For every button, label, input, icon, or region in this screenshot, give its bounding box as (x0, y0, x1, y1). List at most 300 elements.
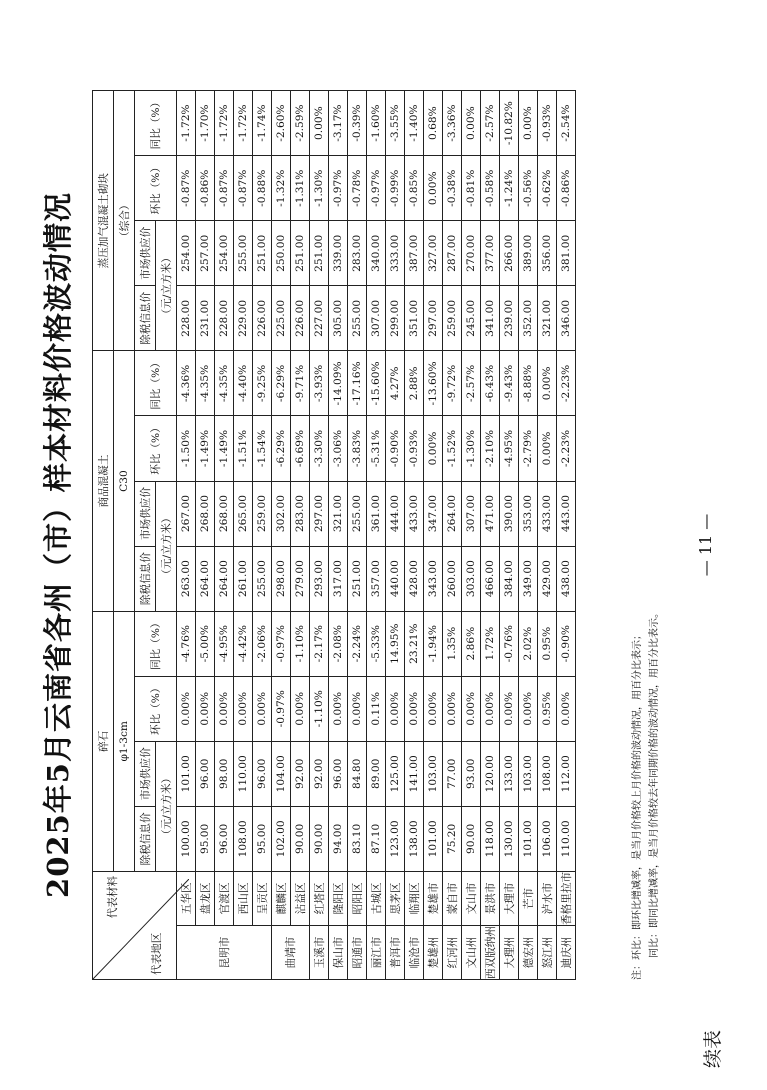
value-cell: -0.93% (538, 91, 557, 156)
city-cell: 怒江州 (538, 925, 557, 979)
value-cell: 125.00 (386, 741, 405, 806)
value-cell: 387.00 (405, 221, 424, 286)
value-cell: 297.00 (424, 286, 443, 351)
value-cell: 108.00 (538, 741, 557, 806)
value-cell: 259.00 (253, 481, 272, 546)
table-body (177, 91, 576, 980)
city-cell: 楚雄州 (424, 925, 443, 979)
value-cell: -3.55% (386, 91, 405, 156)
value-cell: -4.95% (500, 416, 519, 481)
value-cell: 433.00 (538, 481, 557, 546)
value-cell: 226.00 (291, 286, 310, 351)
value-cell: 0.00% (462, 91, 481, 156)
value-cell: 0.00% (500, 676, 519, 741)
value-cell: 0.00% (538, 416, 557, 481)
value-cell: 357.00 (367, 546, 386, 611)
unit-label: （元/立方米） (156, 221, 177, 351)
district-cell: 红塔区 (310, 871, 329, 925)
value-cell: -0.93% (405, 416, 424, 481)
value-cell: -2.08% (329, 611, 348, 676)
value-cell: -0.90% (557, 611, 576, 676)
value-cell: -1.72% (234, 91, 253, 156)
value-cell: 110.00 (557, 806, 576, 871)
city-cell: 大理州 (500, 925, 519, 979)
group-spec-1: φ1-3cm (114, 611, 135, 871)
value-cell: 2.02% (519, 611, 538, 676)
table-row (424, 91, 443, 980)
value-cell: -1.60% (367, 91, 386, 156)
value-cell: 251.00 (310, 221, 329, 286)
value-cell: 101.00 (424, 806, 443, 871)
value-cell: 321.00 (329, 481, 348, 546)
value-cell: -2.59% (291, 91, 310, 156)
value-cell: 95.00 (253, 806, 272, 871)
value-cell: 112.00 (557, 741, 576, 806)
value-cell: 251.00 (253, 221, 272, 286)
value-cell: 381.00 (557, 221, 576, 286)
value-cell: 0.68% (424, 91, 443, 156)
district-cell: 芒市 (519, 871, 538, 925)
value-cell: 0.00% (519, 676, 538, 741)
value-cell: 123.00 (386, 806, 405, 871)
value-cell: -4.95% (215, 611, 234, 676)
value-cell: 103.00 (519, 741, 538, 806)
value-cell: -4.76% (177, 611, 196, 676)
value-cell: 346.00 (557, 286, 576, 351)
value-cell: 141.00 (405, 741, 424, 806)
value-cell: -1.24% (500, 156, 519, 221)
value-cell: 75.20 (443, 806, 462, 871)
value-cell: -2.54% (557, 91, 576, 156)
value-cell: 438.00 (557, 546, 576, 611)
value-cell: -0.97% (329, 156, 348, 221)
district-cell: 泸水市 (538, 871, 557, 925)
district-cell: 昭阳区 (348, 871, 367, 925)
value-cell: 356.00 (538, 221, 557, 286)
note-line-1: 注：环比：即环比增减率，是当月价格较上月价格的波动情况，用百分比表示； (632, 630, 643, 980)
value-cell: 1.72% (481, 611, 500, 676)
table-row (272, 91, 291, 980)
col-yoy: 同比（%） (135, 351, 177, 416)
city-cell: 曲靖市 (272, 925, 310, 979)
value-cell: -3.93% (310, 351, 329, 416)
city-cell: 德宏州 (519, 925, 538, 979)
value-cell: 0.00% (253, 676, 272, 741)
value-cell: -2.17% (310, 611, 329, 676)
value-cell: 254.00 (215, 221, 234, 286)
table-row (215, 91, 234, 980)
value-cell: 101.00 (519, 806, 538, 871)
col-tax-price: 除税信息价 (135, 806, 156, 871)
value-cell: 293.00 (310, 546, 329, 611)
value-cell: 327.00 (424, 221, 443, 286)
value-cell: 297.00 (310, 481, 329, 546)
value-cell: -4.42% (234, 611, 253, 676)
value-cell: -0.90% (386, 416, 405, 481)
col-mom: 环比（%） (135, 676, 177, 741)
value-cell: -1.40% (405, 91, 424, 156)
value-cell: -0.97% (367, 156, 386, 221)
value-cell: -2.79% (519, 416, 538, 481)
value-cell: 0.00% (405, 676, 424, 741)
value-cell: 0.95% (538, 676, 557, 741)
value-cell: -6.29% (272, 351, 291, 416)
table-row (310, 91, 329, 980)
value-cell: 225.00 (272, 286, 291, 351)
value-cell: 268.00 (215, 481, 234, 546)
value-cell: 0.00% (538, 351, 557, 416)
city-cell: 临沧市 (405, 925, 424, 979)
value-cell: 138.00 (405, 806, 424, 871)
value-cell: 377.00 (481, 221, 500, 286)
value-cell: -0.81% (462, 156, 481, 221)
value-cell: 466.00 (481, 546, 500, 611)
value-cell: 270.00 (462, 221, 481, 286)
value-cell: 443.00 (557, 481, 576, 546)
value-cell: 228.00 (215, 286, 234, 351)
value-cell: 226.00 (253, 286, 272, 351)
value-cell: 2.88% (405, 351, 424, 416)
city-cell: 保山市 (329, 925, 348, 979)
group-name-1: 碎石 (93, 611, 114, 871)
value-cell: 283.00 (291, 481, 310, 546)
value-cell: -4.36% (177, 351, 196, 416)
value-cell: 95.00 (196, 806, 215, 871)
table-row (386, 91, 405, 980)
value-cell: 14.95% (386, 611, 405, 676)
value-cell: 429.00 (538, 546, 557, 611)
district-cell: 隆阳区 (329, 871, 348, 925)
col-market-price: 市场供应价 (135, 741, 156, 806)
value-cell: -1.51% (234, 416, 253, 481)
value-cell: 120.00 (481, 741, 500, 806)
value-cell: -0.62% (538, 156, 557, 221)
value-cell: -0.39% (348, 91, 367, 156)
value-cell: 0.00% (519, 91, 538, 156)
value-cell: 4.27% (386, 351, 405, 416)
value-cell: 239.00 (500, 286, 519, 351)
value-cell: -1.49% (196, 416, 215, 481)
value-cell: -1.74% (253, 91, 272, 156)
value-cell: 23.21% (405, 611, 424, 676)
value-cell: -5.33% (367, 611, 386, 676)
value-cell: 307.00 (462, 481, 481, 546)
value-cell: -6.29% (272, 416, 291, 481)
value-cell: -0.87% (215, 156, 234, 221)
value-cell: 108.00 (234, 806, 253, 871)
value-cell: 349.00 (519, 546, 538, 611)
district-cell: 临翔区 (405, 871, 424, 925)
value-cell: 0.00% (424, 676, 443, 741)
value-cell: 0.00% (424, 156, 443, 221)
corner-bottom-label: 代表地区 (151, 932, 163, 975)
value-cell: -14.09% (329, 351, 348, 416)
value-cell: -0.97% (272, 676, 291, 741)
value-cell: 87.10 (367, 806, 386, 871)
col-tax-price: 除税信息价 (135, 286, 156, 351)
value-cell: -3.83% (348, 416, 367, 481)
value-cell: 227.00 (310, 286, 329, 351)
value-cell: 98.00 (215, 741, 234, 806)
value-cell: -0.97% (272, 611, 291, 676)
value-cell: -2.10% (481, 416, 500, 481)
value-cell: 77.00 (443, 741, 462, 806)
value-cell: 264.00 (443, 481, 462, 546)
value-cell: 351.00 (405, 286, 424, 351)
value-cell: -1.72% (215, 91, 234, 156)
value-cell: 302.00 (272, 481, 291, 546)
value-cell: 90.00 (291, 806, 310, 871)
district-cell: 西山区 (234, 871, 253, 925)
value-cell: -0.87% (234, 156, 253, 221)
value-cell: 283.00 (348, 221, 367, 286)
value-cell: -2.23% (557, 351, 576, 416)
value-cell: -1.30% (310, 156, 329, 221)
value-cell: 133.00 (500, 741, 519, 806)
value-cell: 90.00 (462, 806, 481, 871)
value-cell: 361.00 (367, 481, 386, 546)
value-cell: 2.86% (462, 611, 481, 676)
value-cell: 261.00 (234, 546, 253, 611)
district-cell: 古城区 (367, 871, 386, 925)
value-cell: 0.00% (234, 676, 253, 741)
value-cell: 0.00% (310, 91, 329, 156)
col-market-price: 市场供应价 (135, 481, 156, 546)
value-cell: 0.00% (443, 676, 462, 741)
value-cell: -1.31% (291, 156, 310, 221)
value-cell: 100.00 (177, 806, 196, 871)
value-cell: 250.00 (272, 221, 291, 286)
col-yoy: 同比（%） (135, 611, 177, 676)
table-row (519, 91, 538, 980)
value-cell: -2.24% (348, 611, 367, 676)
page-number: — 11 — (696, 513, 715, 577)
value-cell: 0.95% (538, 611, 557, 676)
district-cell: 麒麟区 (272, 871, 291, 925)
value-cell: 0.00% (481, 676, 500, 741)
city-cell: 普洱市 (386, 925, 405, 979)
district-cell: 景洪市 (481, 871, 500, 925)
value-cell: 339.00 (329, 221, 348, 286)
value-cell: 321.00 (538, 286, 557, 351)
table-row (557, 91, 576, 980)
value-cell: 333.00 (386, 221, 405, 286)
col-yoy: 同比（%） (135, 91, 177, 156)
value-cell: 444.00 (386, 481, 405, 546)
value-cell: -3.36% (443, 91, 462, 156)
value-cell: 0.00% (462, 676, 481, 741)
value-cell: 0.00% (386, 676, 405, 741)
value-cell: 267.00 (177, 481, 196, 546)
value-cell: 0.00% (557, 676, 576, 741)
value-cell: 254.00 (177, 221, 196, 286)
value-cell: 92.00 (291, 741, 310, 806)
value-cell: 265.00 (234, 481, 253, 546)
value-cell: 303.00 (462, 546, 481, 611)
value-cell: 264.00 (196, 546, 215, 611)
value-cell: -0.38% (443, 156, 462, 221)
value-cell: 1.35% (443, 611, 462, 676)
page-title: 2025年5月云南省各州（市）样本材料价格波动情况 (41, 192, 75, 898)
value-cell: 343.00 (424, 546, 443, 611)
value-cell: 255.00 (348, 286, 367, 351)
table-row (462, 91, 481, 980)
group-name-3: 蒸压加气混凝土砌块 (93, 91, 114, 351)
group-name-2: 商品混凝土 (93, 351, 114, 611)
value-cell: -2.57% (481, 91, 500, 156)
value-cell: 317.00 (329, 546, 348, 611)
unit-label: （元/立方米） (156, 481, 177, 611)
district-cell: 官渡区 (215, 871, 234, 925)
unit-label: （元/立方米） (156, 741, 177, 871)
district-cell: 五华区 (177, 871, 196, 925)
value-cell: -0.99% (386, 156, 405, 221)
value-cell: 353.00 (519, 481, 538, 546)
value-cell: 84.80 (348, 741, 367, 806)
city-cell: 玉溪市 (310, 925, 329, 979)
value-cell: 229.00 (234, 286, 253, 351)
value-cell: -1.49% (215, 416, 234, 481)
value-cell: 287.00 (443, 221, 462, 286)
value-cell: -1.10% (310, 676, 329, 741)
value-cell: -6.69% (291, 416, 310, 481)
value-cell: 384.00 (500, 546, 519, 611)
value-cell: -8.88% (519, 351, 538, 416)
value-cell: 0.00% (291, 676, 310, 741)
value-cell: 389.00 (519, 221, 538, 286)
city-cell: 红河州 (443, 925, 462, 979)
value-cell: 89.00 (367, 741, 386, 806)
value-cell: 390.00 (500, 481, 519, 546)
col-mom: 环比（%） (135, 416, 177, 481)
district-cell: 蒙自市 (443, 871, 462, 925)
value-cell: -15.60% (367, 351, 386, 416)
value-cell: 0.11% (367, 676, 386, 741)
value-cell: 90.00 (310, 806, 329, 871)
value-cell: 102.00 (272, 806, 291, 871)
value-cell: -1.52% (443, 416, 462, 481)
value-cell: -0.56% (519, 156, 538, 221)
col-tax-price: 除税信息价 (135, 546, 156, 611)
value-cell: 0.00% (348, 676, 367, 741)
table-row (196, 91, 215, 980)
table-row (177, 91, 196, 980)
value-cell: -4.40% (234, 351, 253, 416)
value-cell: -17.16% (348, 351, 367, 416)
value-cell: 299.00 (386, 286, 405, 351)
value-cell: -1.10% (291, 611, 310, 676)
city-cell: 西双版纳州 (481, 925, 500, 979)
note-line-2: 同比：即同比增减率，是当月价格较去年同期价格的波动情况，用百分比表示。 (649, 608, 660, 958)
value-cell: 0.00% (215, 676, 234, 741)
value-cell: 251.00 (291, 221, 310, 286)
value-cell: 305.00 (329, 286, 348, 351)
table-row (538, 91, 557, 980)
value-cell: 264.00 (215, 546, 234, 611)
value-cell: 255.00 (253, 546, 272, 611)
district-cell: 思茅区 (386, 871, 405, 925)
table-row (443, 91, 462, 980)
value-cell: 471.00 (481, 481, 500, 546)
value-cell: 0.00% (424, 416, 443, 481)
value-cell: 251.00 (348, 546, 367, 611)
table-row (481, 91, 500, 980)
value-cell: -9.43% (500, 351, 519, 416)
corner-top-label: 代表材料 (107, 875, 119, 919)
value-cell: -0.87% (177, 156, 196, 221)
value-cell: 428.00 (405, 546, 424, 611)
value-cell: -5.00% (196, 611, 215, 676)
value-cell: -0.58% (481, 156, 500, 221)
table-row (234, 91, 253, 980)
value-cell: -1.94% (424, 611, 443, 676)
value-cell: -0.86% (196, 156, 215, 221)
value-cell: 260.00 (443, 546, 462, 611)
value-cell: -0.86% (557, 156, 576, 221)
value-cell: -13.60% (424, 351, 443, 416)
value-cell: 103.00 (424, 741, 443, 806)
district-cell: 文山市 (462, 871, 481, 925)
value-cell: -5.31% (367, 416, 386, 481)
table-row (500, 91, 519, 980)
price-table (92, 90, 576, 980)
value-cell: 106.00 (538, 806, 557, 871)
value-cell: 433.00 (405, 481, 424, 546)
value-cell: 268.00 (196, 481, 215, 546)
table-row (348, 91, 367, 980)
col-market-price: 市场供应价 (135, 221, 156, 286)
value-cell: -2.06% (253, 611, 272, 676)
city-cell: 昆明市 (177, 925, 272, 979)
value-cell: 83.10 (348, 806, 367, 871)
district-cell: 盘龙区 (196, 871, 215, 925)
value-cell: -9.71% (291, 351, 310, 416)
value-cell: 110.00 (234, 741, 253, 806)
value-cell: 340.00 (367, 221, 386, 286)
value-cell: 118.00 (481, 806, 500, 871)
value-cell: 255.00 (234, 221, 253, 286)
value-cell: -2.23% (557, 416, 576, 481)
district-cell: 楚雄市 (424, 871, 443, 925)
value-cell: 96.00 (196, 741, 215, 806)
col-mom: 环比（%） (135, 156, 177, 221)
value-cell: 96.00 (215, 806, 234, 871)
value-cell: 257.00 (196, 221, 215, 286)
table-row (367, 91, 386, 980)
value-cell: 341.00 (481, 286, 500, 351)
value-cell: -0.76% (500, 611, 519, 676)
value-cell: -2.57% (462, 351, 481, 416)
district-cell: 香格里拉市 (557, 871, 576, 925)
value-cell: 352.00 (519, 286, 538, 351)
value-cell: -0.78% (348, 156, 367, 221)
value-cell: 96.00 (253, 741, 272, 806)
value-cell: -3.06% (329, 416, 348, 481)
value-cell: -1.50% (177, 416, 196, 481)
value-cell: -9.25% (253, 351, 272, 416)
table-row (253, 91, 272, 980)
group-spec-3: （综合） (114, 91, 135, 351)
table-row (291, 91, 310, 980)
value-cell: -0.88% (253, 156, 272, 221)
value-cell: 231.00 (196, 286, 215, 351)
group-spec-2: C30 (114, 351, 135, 611)
continued-label: 续表 (702, 1029, 724, 1068)
value-cell: -9.72% (443, 351, 462, 416)
value-cell: 347.00 (424, 481, 443, 546)
city-cell: 昭通市 (348, 925, 367, 979)
value-cell: 130.00 (500, 806, 519, 871)
